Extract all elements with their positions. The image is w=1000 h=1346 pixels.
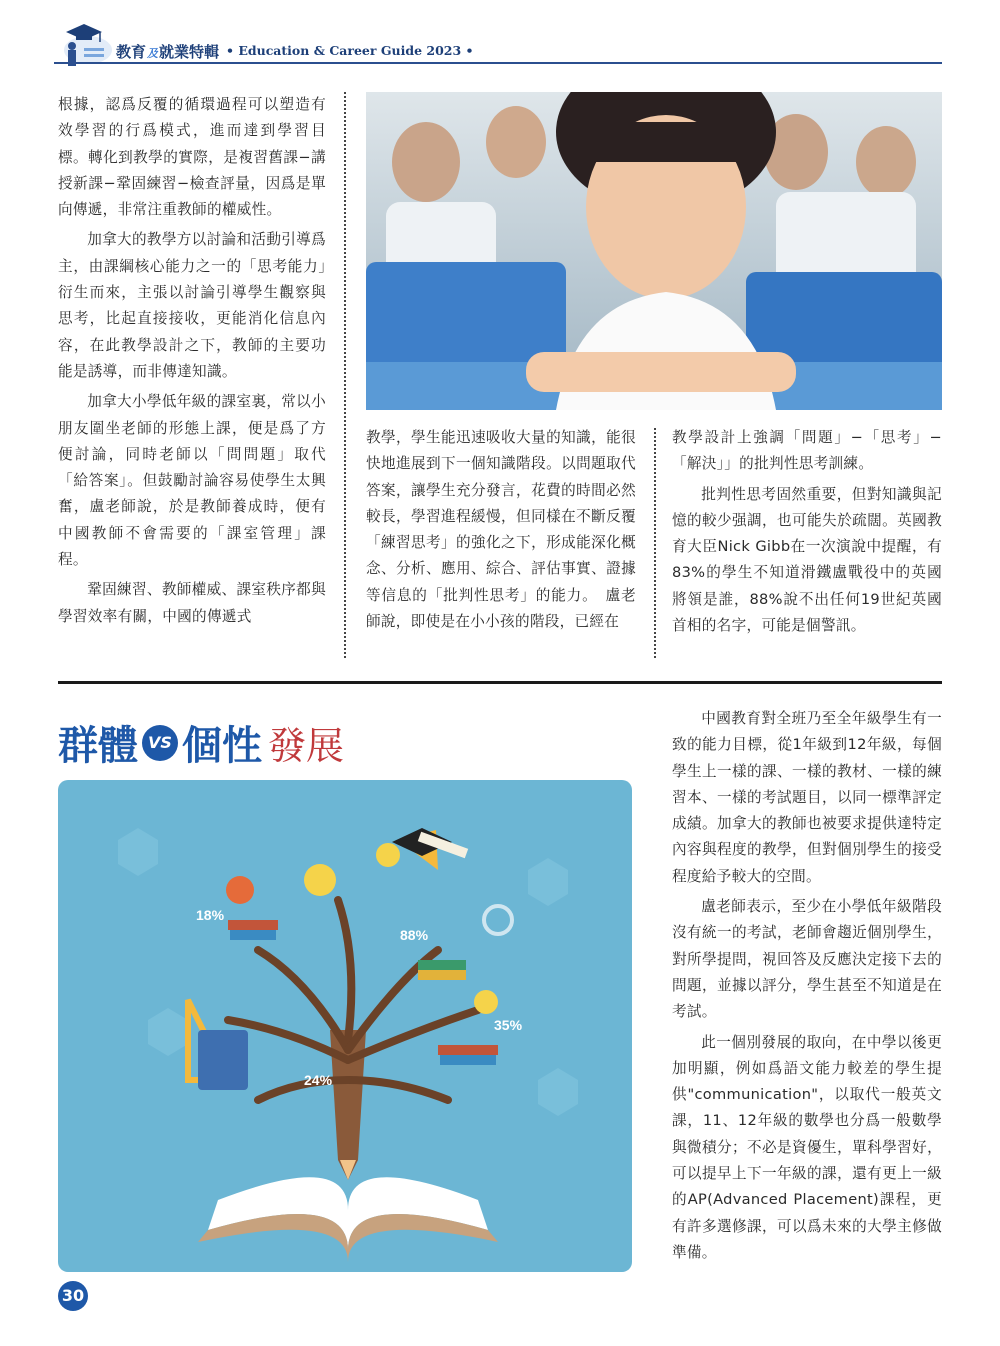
vs-badge-icon: VS [142,725,178,761]
header-divider [54,62,942,64]
paragraph: 教學設計上強調「問題」−「思考」−「解決」」的批判性思考訓練。 [672,429,942,473]
article-column-3 [672,425,942,643]
section-title-individual: 個性 [182,723,262,769]
paragraph: 批判性思考固然重要，但對知識與記憶的較少强調，也可能失於疏闊。英國教育大臣Nick Gibb在一次演說中提醒，有83%的學生不知道滑鐵盧戰役中的英國將領是誰，88%說不出任何19世紀英國首相的名字，可能是個警訊。 [672,485,942,635]
paragraph: 加拿大小學低年級的課室裏，常以小朋友圍坐老師的形態上課，便是爲了方便討論，同時老師以「問問題」取代「給答案」。但鼓勵討論容易使學生太興奮，盧老師說，於是教師養成時，便有中國教師不會需要的「課室管理」課程。 [58,393,326,569]
header-title [116,41,219,62]
percent-label-18: 18% [196,907,225,923]
knowledge-tree-illustration [58,780,632,1272]
column-divider [344,92,346,658]
header-subtitle: • Education & Career Guide 2023 • [226,43,474,58]
paragraph: 教學，學生能迅速吸收大量的知識，能很快地進展到下一個知識階段。以問題取代答案，讓學生充分發言，花費的時間必然較長，學習進程緩慢，但同樣在不斷反覆「練習思考」的強化之下，形成能深化概念、分析、應用、綜合、評估事實、證據等信息的「批判性思考」的能力。 盧老師說，即使是在小小孩的階段，已經在 [366,429,636,631]
article-column-1 [58,92,326,634]
percent-label-88: 88% [400,927,429,943]
article-column-4 [672,706,942,1270]
column-divider [654,428,656,658]
section-title-group: 群體 [58,723,138,769]
section-title-development: 發展 [268,724,345,768]
header-title-part1: 教育 [116,43,147,61]
paragraph: 盧老師表示，至少在小學低年級階段沒有統一的考試，老師會趨近個別學生，對所學提問，視回答及反應決定接下去的問題，並據以評分，學生甚至不知道是在考試。 [672,898,942,1021]
section-title [58,714,344,774]
paragraph: 此一個別發展的取向，在中學以後更加明顯，例如爲語文能力較差的學生提供"communication"，以取代一般英文課，11、12年級的數學也分爲一般數學與微積分；不必是資優生，單科學習好，可以提早上下一年級的課，還有更上一級的AP(Advanced Placement)課程，更有許多選修課，可以爲未來的大學主修做準備。 [672,1033,942,1261]
paragraph: 中國教育對全班乃至全年級學生有一致的能力目標，從1年級到12年級，每個學生上一樣的課、一樣的教材、一樣的練習本、一樣的考試題目，以同一標準評定成績。加拿大的教師也被要求提供達特定內容與程度的教學，但對個別學生的接受程度給予較大的空間。 [672,710,942,885]
percent-label-35: 35% [494,1017,523,1033]
section-rule [58,681,942,684]
page-number: 30 [58,1281,88,1311]
paragraph: 鞏固練習、教師權威、課室秩序都與學習效率有關，中國的傳遞式 [58,581,326,625]
paragraph: 根據，認爲反覆的循環過程可以塑造有效學習的行爲模式，進而達到學習目標。轉化到教學的實際，是複習舊課−講授新課−鞏固練習−檢查評量，因爲是單向傳遞，非常注重教師的權威性。 [58,96,326,219]
paragraph: 加拿大的教學方以討論和活動引導爲主，由課綱核心能力之一的「思考能力」衍生而來，主張以討論引導學生觀察與思考，比起直接接收，更能消化信息內容，在此教學設計之下，教師的主要功能是誘導，而非傳達知識。 [58,231,326,380]
header-title-part2: 就業特輯 [159,43,220,61]
classroom-photo [366,92,942,410]
article-column-2 [366,425,636,639]
percent-label-24: 24% [304,1072,333,1088]
header-title-join: 及 [147,47,159,60]
